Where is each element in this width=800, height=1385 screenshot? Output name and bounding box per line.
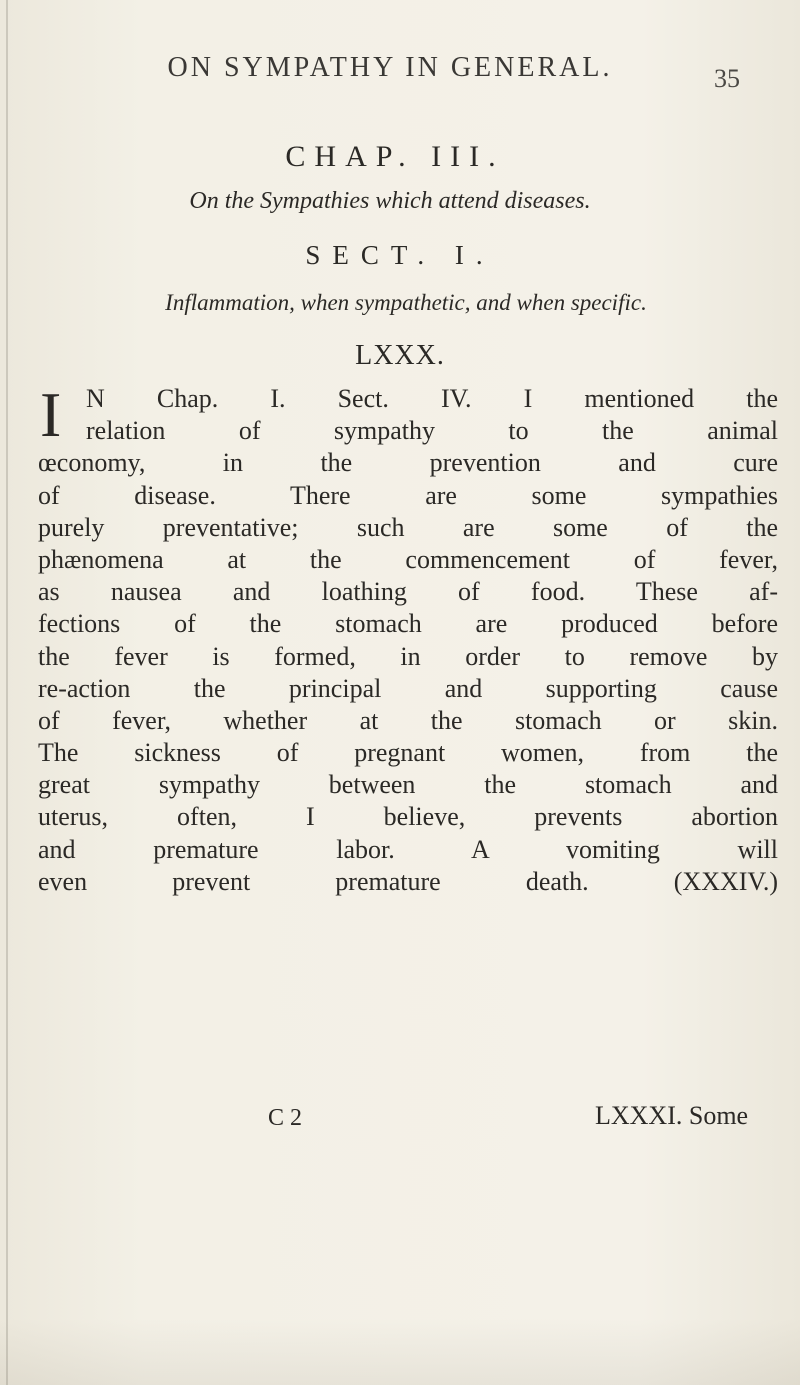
drop-cap: I [40,379,62,450]
page-edge [6,0,8,1385]
text-line: re-action the principal and supporting cause [38,673,778,703]
paragraph-number: LXXX. [355,340,445,371]
chapter-heading: CHAP. III. [285,140,505,173]
text-line: uterus, often, I believe, prevents abortion [38,802,778,832]
section-heading: SECT. I. [305,240,495,270]
text-line: as nausea and loathing of food. These af- [38,577,778,607]
text-line: The sickness of pregnant women, from the [38,738,778,768]
running-head: ON SYMPATHY IN GENERAL. [167,52,613,83]
text-line: phænomena at the commencement of fever, [38,544,778,574]
text-line: N Chap. I. Sect. IV. I mentioned the [86,384,778,413]
text-line: œconomy, in the prevention and cure [38,448,778,478]
text-line: purely preventative; such are some of the [38,512,778,542]
body-text [38,379,778,898]
section-subtitle: Inflammation, when sympathetic, and when specific. [165,290,647,315]
signature-mark: C 2 [268,1105,303,1131]
catchword: LXXXI. Some [595,1101,749,1130]
text-line: great sympathy between the stomach and [38,770,778,800]
page-number: 35 [714,64,740,93]
chapter-subtitle: On the Sympathies which attend diseases. [189,188,591,214]
text-line: the fever is formed, in order to remove by [38,641,778,671]
text-line: fections of the stomach are produced before [38,609,778,639]
text-line: even prevent premature death. (XXXIV.) [38,866,778,896]
text-line: of disease. There are some sympathies [38,480,778,510]
text-line: relation of sympathy to the animal [86,416,778,446]
page-shadow [0,1318,800,1385]
text-line: of fever, whether at the stomach or skin. [38,705,778,735]
text-line: and premature labor. A vomiting will [38,834,778,864]
